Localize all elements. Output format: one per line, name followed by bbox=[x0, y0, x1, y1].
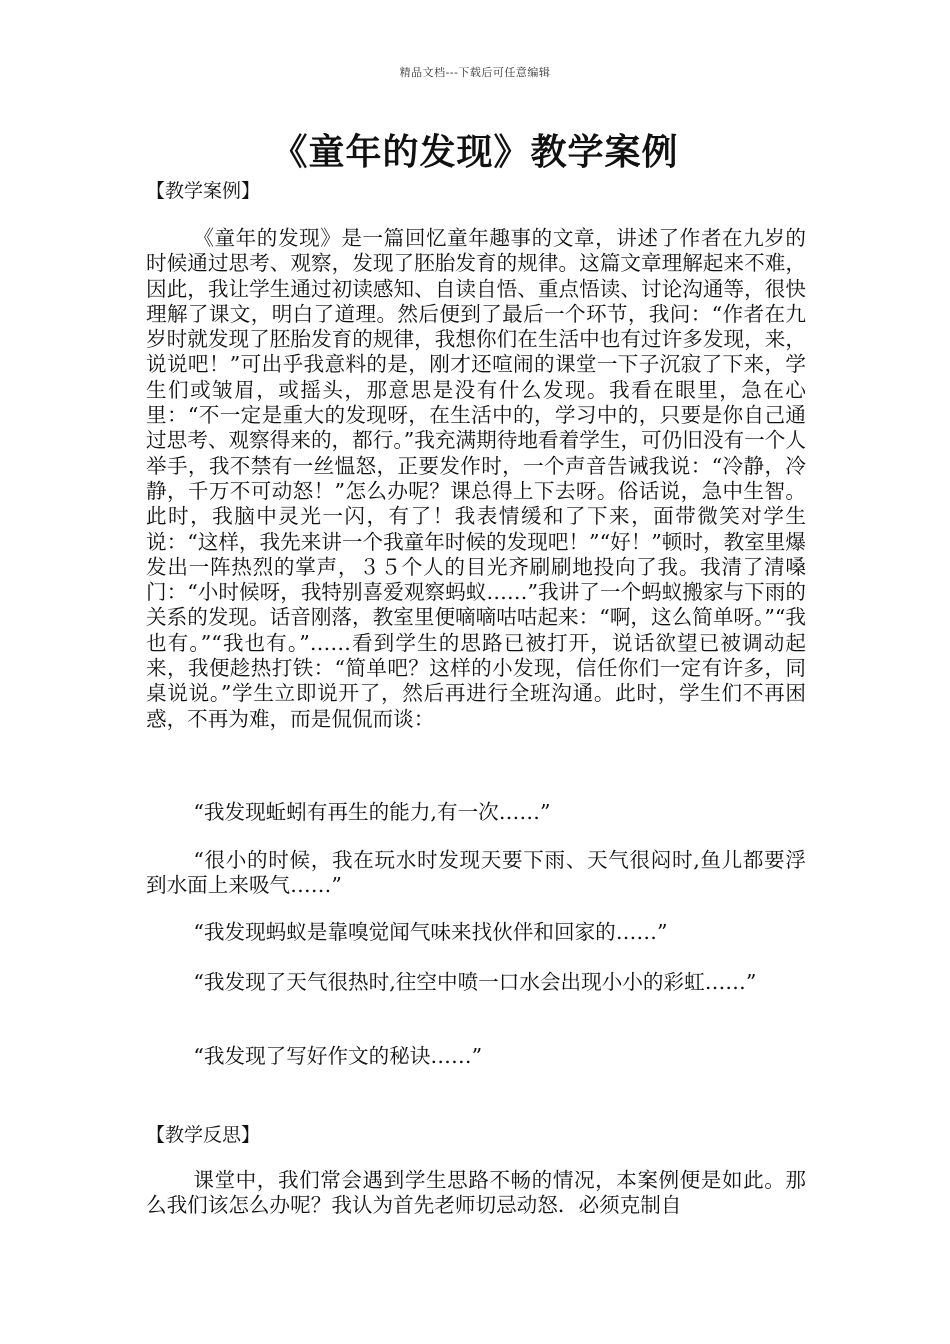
section-heading-case: 【教学案例】 bbox=[146, 180, 261, 202]
header-note: 精品文档---下载后可任意编辑 bbox=[399, 66, 551, 79]
student-quote-4: “我发现了天气很热时,往空中喷一口水会出现小小的彩虹……” bbox=[193, 970, 757, 994]
section-heading-reflection: 【教学反思】 bbox=[146, 1124, 261, 1146]
case-paragraph: 《童年的发现》是一篇回忆童年趣事的文章，讲述了作者在九岁的时候通过思考、观察，发现了胚胎发育的规律。这篇文章理解起来不难，因此，我让学生通过初读感知、自读自悟、重点悟读、讨论沟通等，很快理解了课文，明白了道理。然后便到了最后一个环节，我问：“作者在九岁时就发现了胚胎发育的规律，我想你们在生活中也有过许多发现，来，说说吧！”可出乎我意料的是，刚才还喧闹的课堂一下子沉寂了下来，学生们或皱眉，或摇头，那意思是没有什么发现。我看在眼里，急在心里：“不一定是重大的发现呀，在生活中的，学习中的，只要是你自己通过思考、观察得来的，都行。”我充满期待地看着学生，可仍旧没有一个人举手，我不禁有一丝愠怒，正要发作时，一个声音告诫我说：“冷静，冷静，千万不可动怒！”怎么办呢？课总得上下去呀。俗话说，急中生智。此时，我脑中灵光一闪，有了！我表情缓和了下来，面带微笑对学生说：“这样，我先来讲一个我童年时候的发现吧！”“好！”顿时，教室里爆发出一阵热烈的掌声，３５个人的目光齐刷刷地投向了我。我清了清嗓门：“小时候呀，我特别喜爱观察蚂蚁……”我讲了一个蚂蚁搬家与下雨的关系的发现。话音刚落，教室里便嘀嘀咕咕起来：“啊，这么简单呀。”“我也有。”“我也有。”……看到学生的思路已被打开，说话欲望已被调动起来，我便趁热打铁：“简单吧？这样的小发现，信任你们一定有许多，同桌说说。”学生立即说开了，然后再进行全班沟通。此时，学生们不再困惑，不再为难，而是侃侃而谈： bbox=[146, 226, 806, 731]
student-quote-5: “我发现了写好作文的秘诀……” bbox=[193, 1044, 483, 1068]
document-title: 《童年的发现》教学案例 bbox=[271, 131, 679, 173]
student-quote-1: “我发现蚯蚓有再生的能力,有一次……” bbox=[193, 800, 551, 824]
student-quote-3: “我发现蚂蚁是靠嗅觉闻气味来找伙伴和回家的……” bbox=[193, 920, 668, 944]
student-quote-2: “很小的时候，我在玩水时发现天要下雨、天气很闷时,鱼儿都要浮到水面上来吸气……” bbox=[146, 848, 806, 898]
reflection-paragraph: 课堂中，我们常会遇到学生思路不畅的情况，本案例便是如此。那么我们该怎么办呢？我认为首先老师切忌动怒．必须克制自 bbox=[146, 1168, 806, 1218]
